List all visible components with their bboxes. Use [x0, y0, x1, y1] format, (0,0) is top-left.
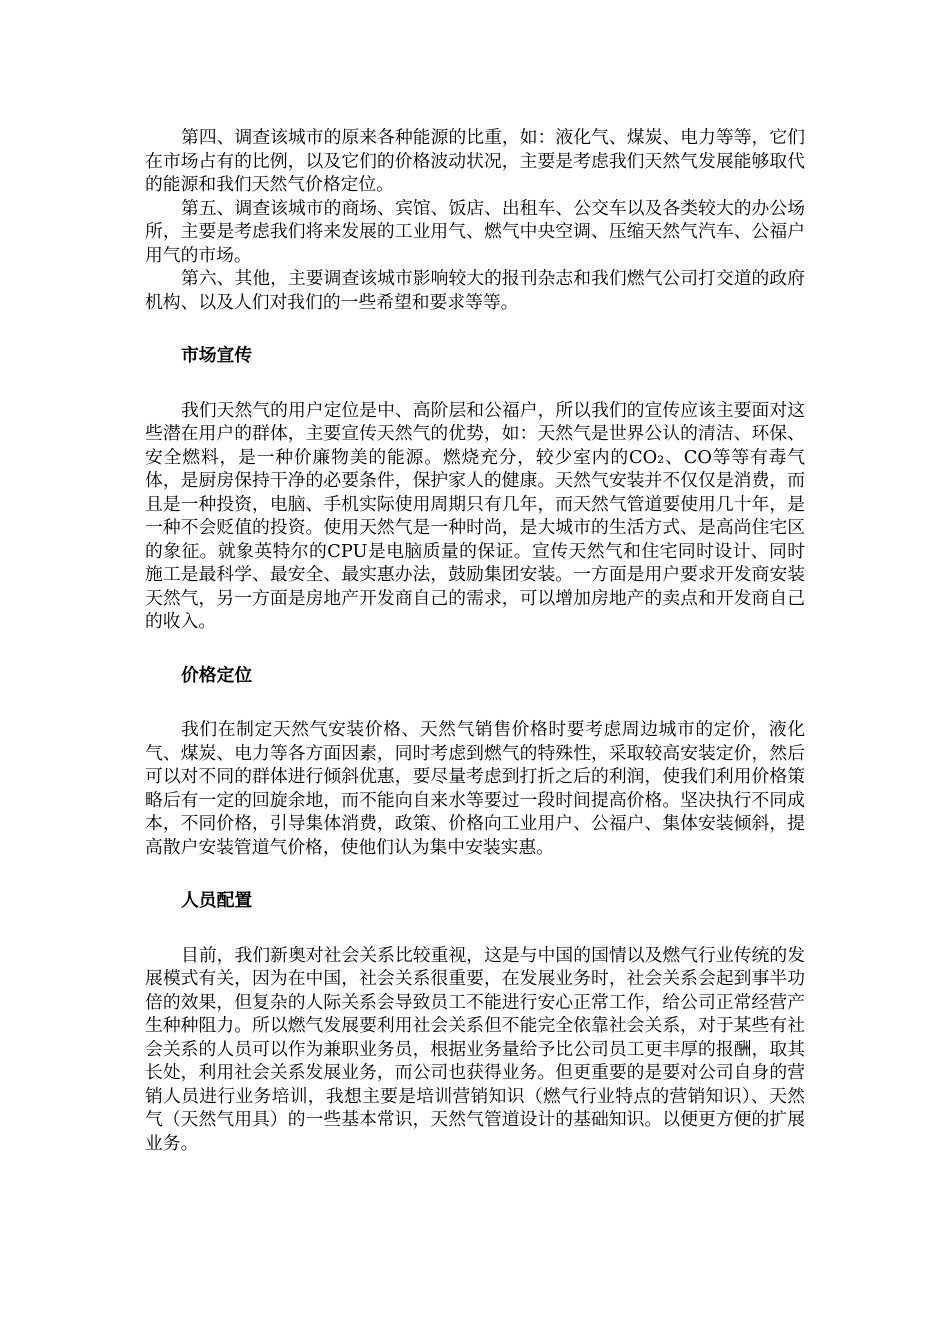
heading-price-positioning: 价格定位 — [181, 664, 253, 686]
paragraph-survey-other: 第六、其他，主要调查该城市影响较大的报刊杂志和我们燃气公司打交道的政府机构、以及人们对我们的一些希望和要求等等。 — [145, 268, 805, 313]
document-page — [145, 126, 805, 1155]
paragraph-price-positioning: 我们在制定天然气安装价格、天然气销售价格时要考虑周边城市的定价，液化气、煤炭、电力等各方面因素，同时考虑到燃气的特殊性，采取较高安装定价，然后可以对不同的群体进行倾斜优惠，要尽量考虑到打折之后的利润，使我们利用价格策略后有一定的回旋余地，而不能向自来水等要过一段时间提高价格。坚决执行不同成本，不同价格，引导集体消费，政策、价格向工业用户、公福户、集体安装倾斜，提高散户安装管道气价格，使他们认为集中安装实惠。 — [145, 719, 805, 858]
heading-market-promotion: 市场宣传 — [181, 345, 253, 366]
paragraph-survey-venues: 第五、调查该城市的商场、宾馆、饭店、出租车、公交车以及各类较大的办公场所，主要是考虑我们将来发展的工业用气、燃气中央空调、压缩天然气汽车、公福户用气的市场。 — [145, 197, 805, 266]
paragraph-market-promotion: 我们天然气的用户定位是中、高阶层和公福户，所以我们的宣传应该主要面对这些潜在用户的群体，主要宣传天然气的优势，如：天然气是世界公认的清洁、环保、安全燃料，是一种价廉物美的能源。燃烧充分，较少室内的CO₂、CO等等有毒气体，是厨房保持干净的必要条件，保护家人的健康。天然气安装并不仅仅是消费，而且是一种投资，电脑、手机实际使用周期只有几年，而天然气管道要使用几十年，是一种不会贬值的投资。使用天然气是一种时尚，是大城市的生活方式、是高尚住宅区的象征。就象英特尔的CPU是电脑质量的保证。宣传天然气和住宅同时设计、同时施工是最科学、最安全、最实惠办法，鼓励集团安装。一方面是用户要求开发商安装天然气，另一方面是房地产开发商自己的需求，可以增加房地产的卖点和开发商自己的收入。 — [145, 399, 805, 632]
heading-staff-allocation: 人员配置 — [181, 890, 253, 911]
paragraph-staff-allocation: 目前，我们新奥对社会关系比较重视，这是与中国的国情以及燃气行业传统的发展模式有关，因为在中国，社会关系很重要，在发展业务时，社会关系会起到事半功倍的效果，但复杂的人际关系会导致员工不能进行安心正常工作，给公司正常经营产生种种阻力。所以燃气发展要利用社会关系但不能完全依靠社会关系，对于某些有社会关系的人员可以作为兼职业务员，根据业务量给予比公司员工更丰厚的报酬，取其长处，利用社会关系发展业务，而公司也获得业务。但更重要的是要对公司自身的营销人员进行业务培训，我想主要是培训营销知识（燃气行业特点的营销知识）、天然气（天然气用具）的一些基本常识，天然气管道设计的基础知识。以便更方便的扩展业务。 — [145, 944, 805, 1154]
paragraph-survey-energy: 第四、调查该城市的原来各种能源的比重，如：液化气、煤炭、电力等等，它们在市场占有的比例，以及它们的价格波动状况，主要是考虑我们天然气发展能够取代的能源和我们天然气价格定位。 — [145, 127, 805, 195]
